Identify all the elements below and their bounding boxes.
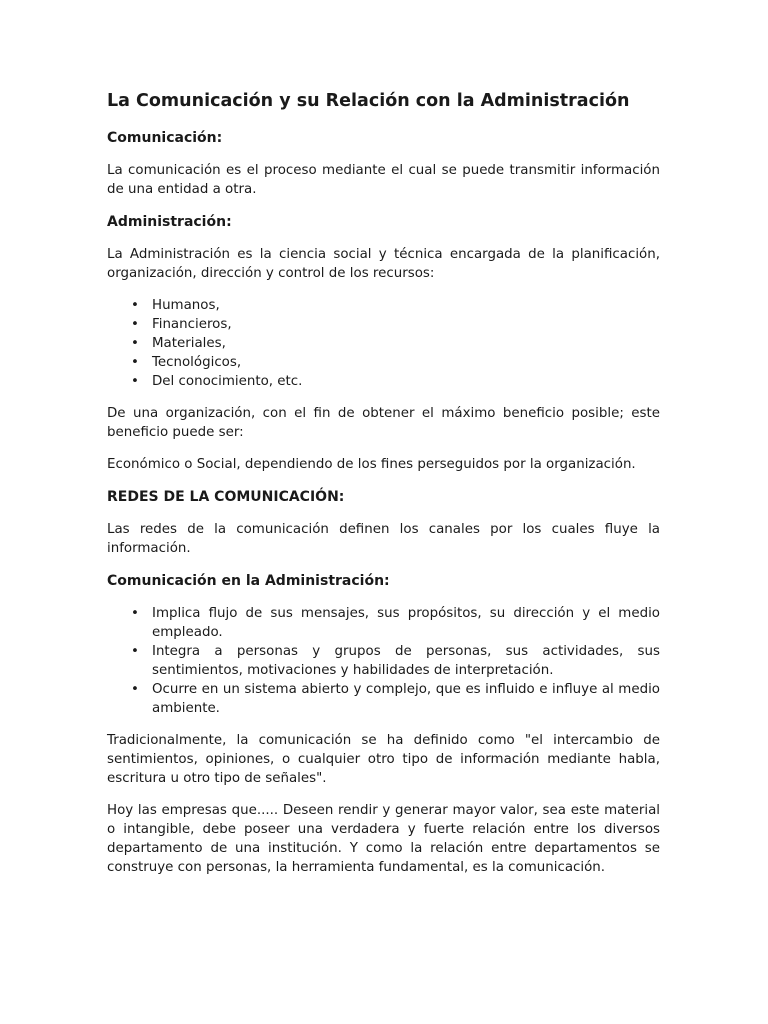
- list-item: [107, 680, 660, 718]
- list-item-text: Tecnológicos,: [152, 355, 242, 370]
- heading-comunicacion: Comunicación:: [107, 130, 223, 146]
- document-page: [107, 88, 660, 890]
- resources-list: [107, 296, 660, 391]
- list-item-text: Integra a personas y grupos de personas, sus actividades, sus sentimientos, motivaciones y habilidades de interpretación.: [152, 644, 660, 678]
- list-item: [107, 353, 660, 372]
- paragraph-empresas: Hoy las empresas que..... Deseen rendir y generar mayor valor, sea este material o intangible, debe poseer una verdadera y fuerte relación entre los diversos departamento de una institución. Y como la relación entre departamentos se construye con personas, la herramienta fundamental, es la comunicación.: [107, 803, 660, 875]
- paragraph-comunicacion: La comunicación es el proceso mediante el cual se puede transmitir información de una entidad a otra.: [107, 163, 660, 197]
- bullet-icon: •: [131, 317, 139, 332]
- list-item: [107, 334, 660, 353]
- paragraph-redes: Las redes de la comunicación definen los canales por los cuales fluye la información.: [107, 522, 660, 556]
- list-item-text: Humanos,: [152, 298, 220, 313]
- list-item-text: Ocurre en un sistema abierto y complejo, que es influido e influye al medio ambiente.: [152, 682, 660, 716]
- list-item-text: Financieros,: [152, 317, 232, 332]
- list-item: [107, 642, 660, 680]
- paragraph-organizacion: De una organización, con el fin de obtener el máximo beneficio posible; este beneficio puede ser:: [107, 406, 660, 440]
- list-item: [107, 315, 660, 334]
- list-item-text: Materiales,: [152, 336, 226, 351]
- communication-list: [107, 604, 660, 718]
- paragraph-tradicionalmente: Tradicionalmente, la comunicación se ha definido como "el intercambio de sentimientos, opiniones, o cualquier otro tipo de información mediante habla, escritura u otro tipo de señales".: [107, 733, 660, 786]
- paragraph-administracion: La Administración es la ciencia social y técnica encargada de la planificación, organización, dirección y control de los recursos:: [107, 247, 660, 281]
- heading-administracion: Administración:: [107, 214, 232, 230]
- bullet-icon: •: [131, 682, 139, 697]
- bullet-icon: •: [131, 644, 139, 659]
- paragraph-economico: Económico o Social, dependiendo de los fines perseguidos por la organización.: [107, 457, 636, 472]
- document-title: La Comunicación y su Relación con la Administración: [107, 91, 630, 111]
- bullet-icon: •: [131, 374, 139, 389]
- list-item: [107, 372, 660, 391]
- bullet-icon: •: [131, 298, 139, 313]
- list-item: [107, 296, 660, 315]
- heading-redes: REDES DE LA COMUNICACIÓN:: [107, 489, 345, 505]
- list-item: [107, 604, 660, 642]
- bullet-icon: •: [131, 355, 139, 370]
- bullet-icon: •: [131, 606, 139, 621]
- list-item-text: Implica flujo de sus mensajes, sus propósitos, su dirección y el medio empleado.: [152, 606, 660, 640]
- heading-comunicacion-administracion: Comunicación en la Administración:: [107, 573, 390, 589]
- list-item-text: Del conocimiento, etc.: [152, 374, 303, 389]
- bullet-icon: •: [131, 336, 139, 351]
